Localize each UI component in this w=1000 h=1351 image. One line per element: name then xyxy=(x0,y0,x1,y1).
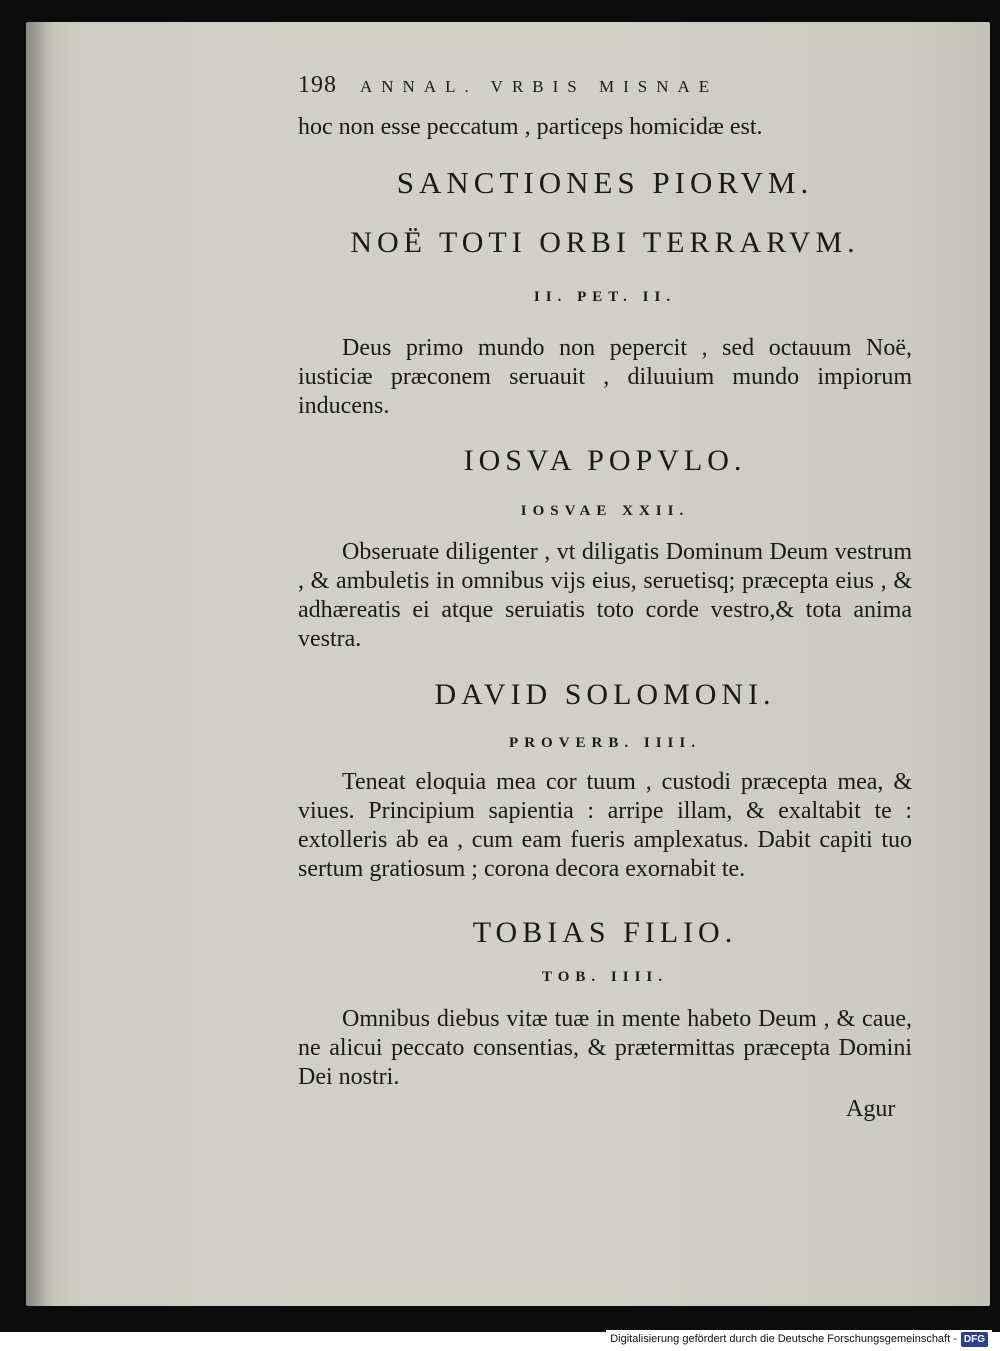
running-head xyxy=(298,70,858,102)
dfg-logo-icon: DFG xyxy=(961,1332,988,1347)
section-reference-david: PROVERB. IIII. xyxy=(509,735,701,751)
section-reference-noe: II. PET. II. xyxy=(533,289,677,305)
funding-footer xyxy=(606,1330,992,1349)
section-text-david: Teneat eloquia mea cor tuum , custodi præcepta mea, & viues. Principium sapientia : arripe illam, & exaltabit te : extolleris ab ea , cum eam fueris amplexatus. Dabit capiti tuo sertum gratiosum ; corona decora exornabit te. xyxy=(298,769,912,882)
section-reference-iosva: IOSVAE XXII. xyxy=(520,503,690,519)
section-title-david: DAVID SOLOMONI. xyxy=(434,678,776,711)
intro-line: hoc non esse peccatum , particeps homicidæ est. xyxy=(298,114,763,140)
section-title-tobias: TOBIAS FILIO. xyxy=(472,916,738,949)
section-title-noe: NOË TOTI ORBI TERRARVM. xyxy=(350,226,860,259)
section-text-tobias: Omnibus diebus vitæ tuæ in mente habeto Deum , & caue, ne alicui peccato consentias, & prætermittas præcepta Domini Dei nostri. xyxy=(298,1006,912,1090)
main-heading: SANCTIONES PIORVM. xyxy=(396,165,814,200)
section-reference-tobias: TOB. IIII. xyxy=(541,969,668,985)
section-text-noe: Deus primo mundo non pepercit , sed octauum Noë, iusticiæ præconem seruauit , diluuium mundo impiorum inducens. xyxy=(298,335,912,419)
page-gutter-shadow xyxy=(26,22,54,1306)
page-number: 198 xyxy=(298,72,337,98)
running-title: ANNAL. VRBIS MISNAE xyxy=(360,77,719,96)
section-title-iosva: IOSVA POPVLO. xyxy=(463,444,747,477)
funding-text: Digitalisierung gefördert durch die Deutsche Forschungsgemeinschaft - xyxy=(610,1333,957,1345)
catchword: Agur xyxy=(846,1096,896,1122)
section-text-iosva: Obseruate diligenter , vt diligatis Dominum Deum vestrum , & ambuletis in omnibus vijs eius, seruetisq; præcepta eius , & adhæreatis ei atque seruiatis toto corde vestro,& tota anima vestra. xyxy=(298,539,912,652)
